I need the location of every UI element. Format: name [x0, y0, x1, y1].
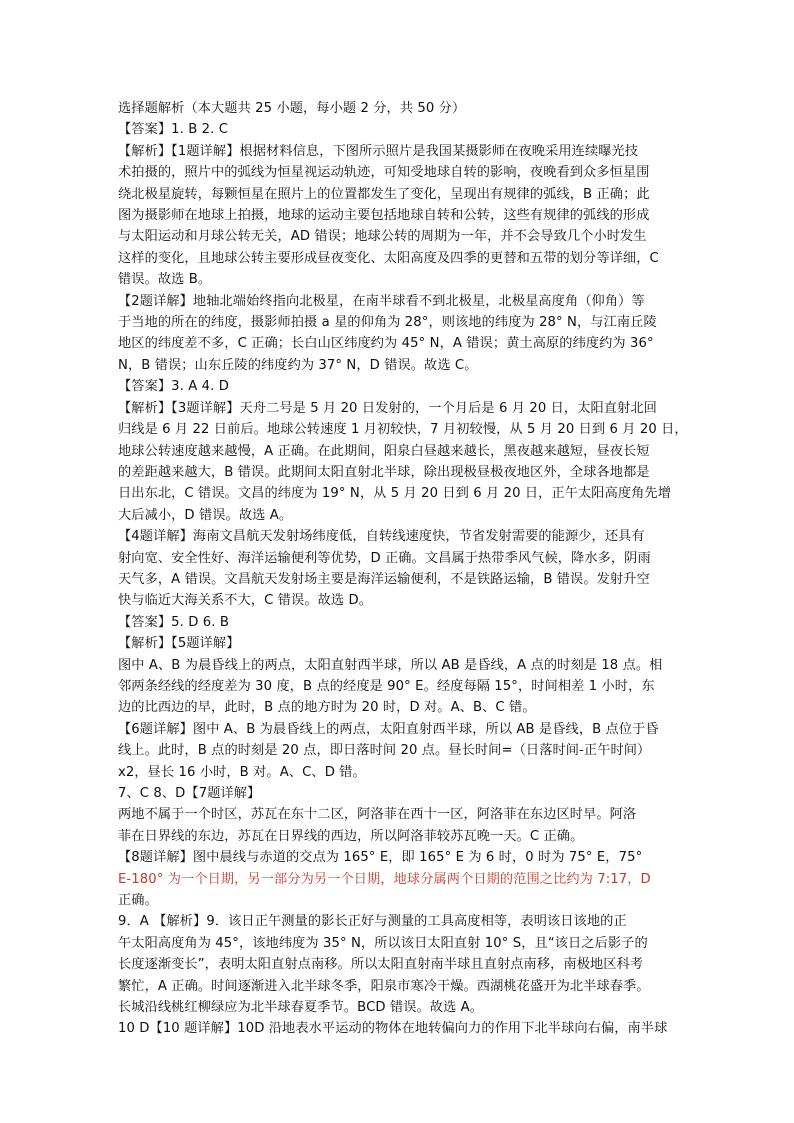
text-line: 归线是 6 月 22 日前后。地球公转速度 1 月初较快，7 月初较慢，从 5 月 20 日到 6 月 20 日，: [118, 422, 688, 438]
text-line: 选择题解析（本大题共 25 小题，每小题 2 分，共 50 分）: [118, 101, 466, 116]
text-line: 【8题详解】图中晨线与赤道的交点为 165° E，即 165° E 为 6 时，0 时为 75° E，75°: [118, 850, 643, 866]
text-line: 繁忙，A 正确。时间逐渐进入北半球冬季，阳泉市寒冷干燥。西湖桃花盛开为北半球春季。: [118, 978, 650, 994]
text-line: 天气多，A 错误。文昌航天发射场主要是海洋运输便利，不是铁路运输，B 错误。发射升空: [118, 571, 650, 587]
text-line: 线上。此时，B 点的时刻是 20 点，即日落时间 20 点。昼长时间=（日落时间-正午时间）: [118, 743, 651, 759]
text-line: 于当地的所在的纬度，摄影师拍摄 a 星的仰角为 28°，则该地的纬度为 28° N，与江南丘陵: [118, 315, 657, 331]
text-line: 这样的变化，且地球公转主要形成昼夜变化、太阳高度及四季的更替和五带的划分等详细，C: [118, 250, 659, 266]
text-line: 邻两条经线的经度差为 30 度，B 点的经度是 90° E。经度每隔 15°，时间相差 1 小时，东: [118, 678, 655, 694]
text-line: 快与临近大海关系不大，C 错误。故选 D。: [118, 593, 373, 609]
text-line: 【2题详解】地轴北端始终指向北极星，在南半球看不到北极星，北极星高度角（仰角）等: [118, 293, 645, 309]
text-line: 与太阳运动和月球公转无关，AD 错误；地球公转的周期为一年，并不会导致几个小时发生: [118, 229, 647, 245]
text-line: 菲在日界线的东边，苏瓦在日界线的西边，所以阿洛菲较苏瓦晚一天。C 正确。: [118, 828, 584, 844]
text-line: 【6题详解】图中 A、B 为晨昏线上的两点，太阳直射西半球，所以 AB 是昏线，B 点位于昏: [118, 721, 659, 737]
text-line: 【解析】【3题详解】天舟二号是 5 月 20 日发射的，一个月后是 6 月 20 日，太阳直射北回: [118, 400, 657, 416]
text-line: 大后减小，D 错误。故选 A。: [118, 507, 293, 523]
text-line: 日出东北，C 错误。文昌的纬度为 19° N，从 5 月 20 日到 6 月 20 日，正午太阳高度角先增: [118, 486, 672, 502]
text-line: 两地不属于一个时区，苏瓦在东十二区，阿洛菲在西十一区，阿洛菲在东边区时早。阿洛: [118, 807, 637, 823]
text-line: 7、C 8、D【7题详解】: [118, 786, 261, 801]
text-line: 9．A 【解析】9．该日正午测量的影长正好与测量的工具高度相等，表明该日该地的正: [118, 914, 627, 930]
text-line: 【解析】【1题详解】根据材料信息，下图所示照片是我国某摄影师在夜晚采用连续曝光技: [118, 143, 639, 159]
text-line: 错误。故选 B。: [118, 272, 212, 288]
text-line: N，B 错误；山东丘陵的纬度约为 37° N，D 错误。故选 C。: [118, 357, 478, 373]
text-line: 边的比西边的早，此时，B 点的地方时为 20 时，D 对。A、B、C 错。: [118, 700, 536, 716]
text-line: 【4题详解】海南文昌航天发射场纬度低，自转线速度快，节省发射需要的能源少，还具有: [118, 529, 645, 545]
text-line: 【答案】3. A 4. D: [118, 379, 229, 395]
text-line: 【答案】5. D 6. B: [118, 614, 229, 630]
text-line: 正确。: [118, 893, 158, 909]
text-line: 地球公转速度越来越慢，A 正确。在此期间，阳泉白昼越来越长，黑夜越来越短，昼夜长短: [118, 443, 650, 459]
text-line: 术拍摄的，照片中的弧线为恒星视运动轨迹，可知受地球自转的影响，夜晚看到众多恒星围: [118, 165, 650, 181]
text-line: 绕北极星旋转，每颗恒星在照片上的位置都发生了变化，呈现出有规律的弧线，B 正确；此: [118, 186, 650, 202]
text-line: 图中 A、B 为晨昏线上的两点，太阳直射西半球，所以 AB 是昏线，A 点的时刻是 18 点。相: [118, 657, 663, 673]
text-line: 【答案】1. B 2. C: [118, 122, 229, 138]
text-line: 图为摄影师在地球上拍摄，地球的运动主要包括地球自转和公转，这些有规律的弧线的形成: [118, 208, 650, 224]
text-line: 长度逐渐变长”，表明太阳直射点南移。所以太阳直射南半球且直射点南移，南极地区科考: [118, 957, 644, 973]
text-line: 的差距越来越大，B 错误。此期间太阳直射北半球，除出现极昼极夜地区外，全球各地都是: [118, 464, 650, 480]
text-line: 【解析】【5题详解】: [118, 636, 240, 652]
text-line: x2，昼长 16 小时，B 对。A、C、D 错。: [118, 764, 366, 780]
text-line: 地区的纬度差不多，C 正确；长白山区纬度约为 45° N，A 错误；黄土高原的纬度约为 36°: [118, 336, 654, 352]
text-line: E-180° 为一个日期，另一部分为另一个日期，地球分属两个日期的范围之比约为 7:17，D: [118, 871, 651, 887]
text-line: 10 D【10 题详解】10D 沿地表水平运动的物体在地转偏向力的作用下北半球向右偏，南半球: [118, 1021, 668, 1037]
text-line: 长城沿线桃红柳绿应为北半球春夏季节。BCD 错误。故选 A。: [118, 1000, 484, 1016]
text-line: 午太阳高度角为 45°，该地纬度为 35° N，所以该日太阳直射 10° S，且“该日之后影子的: [118, 935, 648, 951]
text-line: 射向宽、安全性好、海洋运输便利等优势，D 正确。文昌属于热带季风气候，降水多，阴雨: [118, 550, 651, 566]
answer-analysis-document: [118, 98, 686, 1040]
